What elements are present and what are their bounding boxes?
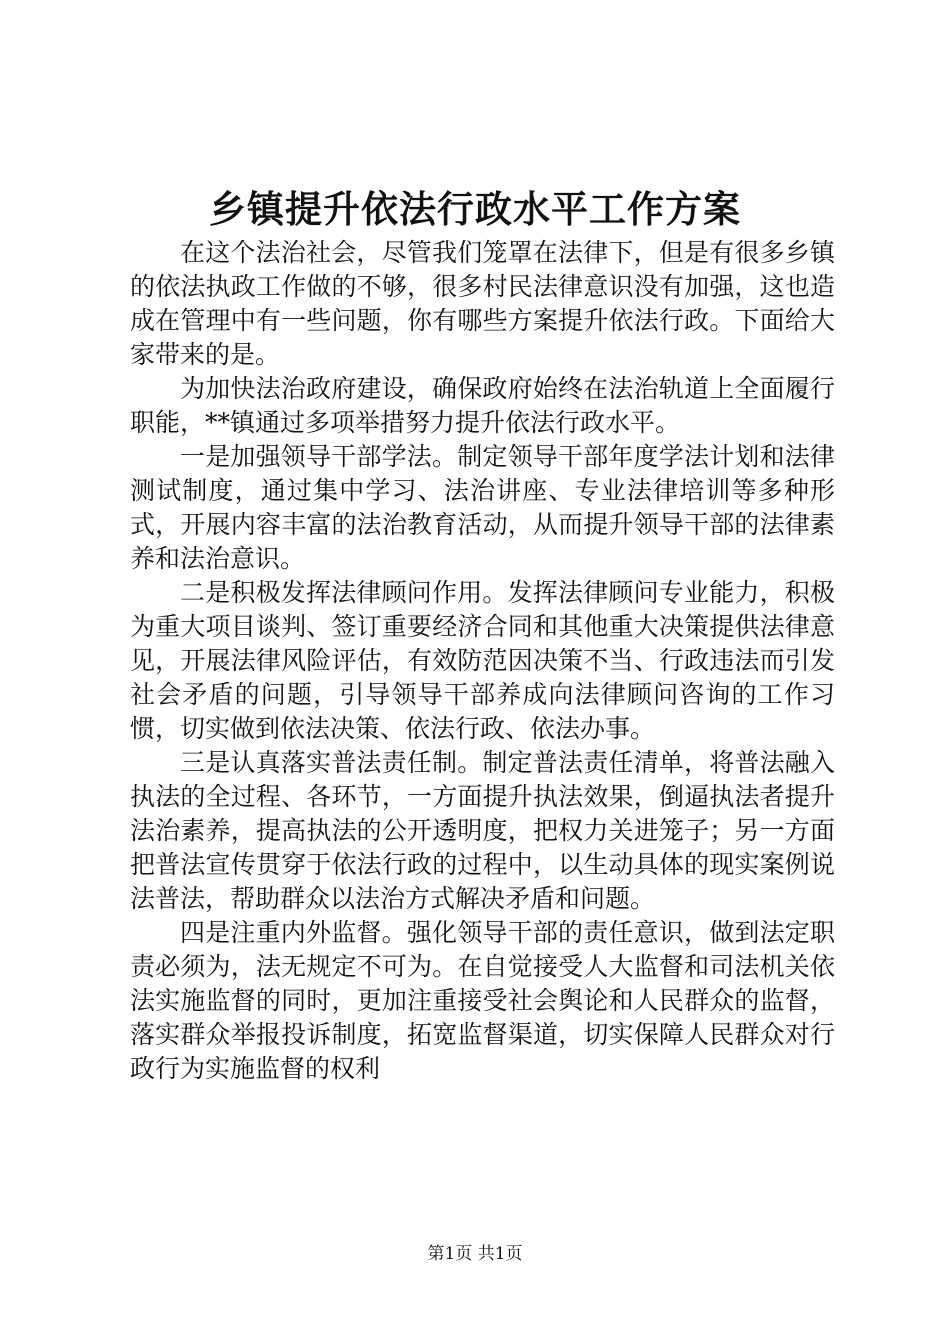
paragraph-point-3: 三是认真落实普法责任制。制定普法责任清单，将普法融入执法的全过程、各环节，一方面提升执法效果，倒逼执法者提升法治素养，提高执法的公开透明度，把权力关进笼子；另一方面把普法宣传贯穿于依法行政的过程中，以生动具体的现实案例说法普法，帮助群众以法治方式解决矛盾和问题。	[130, 748, 835, 913]
page-number-footer: 第1页 共1页	[427, 1244, 523, 1264]
paragraph-point-4: 四是注重内外监督。强化领导干部的责任意识，做到法定职责必须为，法无规定不可为。在自觉接受人大监督和司法机关依法实施监督的同时，更加注重接受社会舆论和人民群众的监督，落实群众举报投诉制度，拓宽监督渠道，切实保障人民群众对行政行为实施监督的权利	[130, 918, 835, 1083]
document-body	[130, 236, 835, 1086]
paragraph-point-1: 一是加强领导干部学法。制定领导干部年度学法计划和法律测试制度，通过集中学习、法治讲座、专业法律培训等多种形式，开展内容丰富的法治教育活动，从而提升领导干部的法律素养和法治意识。	[130, 442, 835, 573]
paragraph-point-2: 二是积极发挥法律顾问作用。发挥法律顾问专业能力，积极为重大项目谈判、签订重要经济合同和其他重大决策提供法律意见，开展法律风险评估，有效防范因决策不当、行政违法而引发社会矛盾的问题，引导领导干部养成向法律顾问咨询的工作习惯，切实做到依法决策、依法行政、依法办事。	[130, 578, 835, 743]
paragraph-intro: 在这个法治社会，尽管我们笼罩在法律下，但是有很多乡镇的依法执政工作做的不够，很多村民法律意识没有加强，这也造成在管理中有一些问题，你有哪些方案提升依法行政。下面给大家带来的是。	[130, 238, 835, 369]
paragraph-overview: 为加快法治政府建设，确保政府始终在法治轨道上全面履行职能，**镇通过多项举措努力提升依法行政水平。	[130, 374, 835, 437]
document-title: 乡镇提升依法行政水平工作方案	[209, 187, 741, 231]
